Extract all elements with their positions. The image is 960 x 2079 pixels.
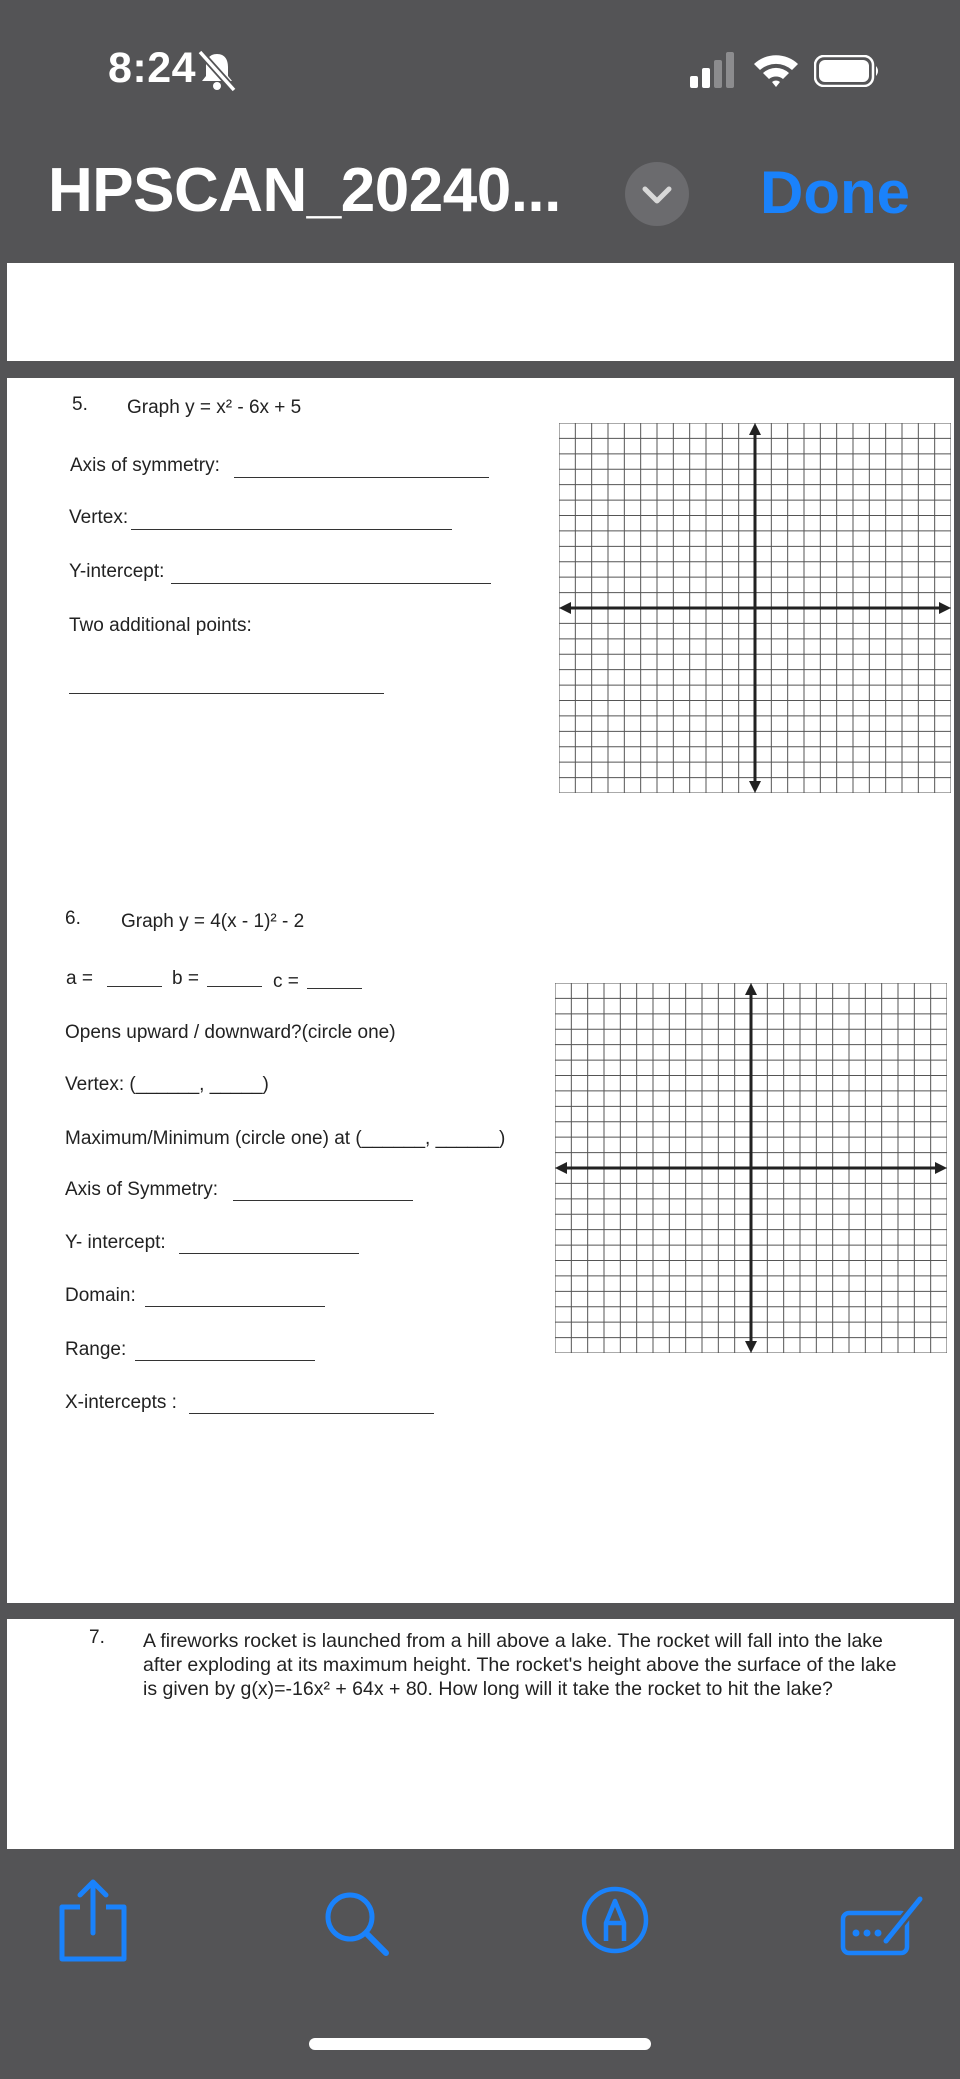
chevron-down-icon: [625, 162, 689, 226]
vertex-label: Vertex: (______, _____): [65, 1074, 269, 1095]
coordinate-grid: [559, 423, 951, 793]
silent-bell-icon: [194, 48, 240, 94]
coefficient-a-label: a =: [66, 968, 93, 989]
problem-7-line: after exploding at its maximum height. The rocket's height above the surface of the lake: [143, 1654, 897, 1676]
problem-7-line: A fireworks rocket is launched from a hill above a lake. The rocket will fall into the lake: [143, 1630, 883, 1652]
axis-arrow: [745, 983, 757, 995]
done-button[interactable]: Done: [760, 159, 910, 226]
axis-of-symmetry-label: Axis of symmetry:: [70, 455, 220, 476]
answer-line: [233, 1200, 413, 1201]
cellular-signal-icon: [690, 52, 736, 88]
problem-7-text: [143, 1629, 896, 1701]
answer-line: [69, 693, 384, 694]
coefficient-c-label: c =: [273, 971, 299, 992]
opens-direction-label: Opens upward / downward?(circle one): [65, 1022, 396, 1043]
wifi-icon: [752, 50, 800, 90]
answer-line: [307, 988, 362, 989]
battery-icon: [814, 55, 880, 87]
title-menu-button[interactable]: [625, 162, 689, 226]
axis-arrow: [749, 781, 761, 793]
axis-arrow: [935, 1162, 947, 1174]
problem-5-number: 5.: [72, 394, 88, 415]
answer-line: [107, 986, 162, 987]
x-intercepts-label: X-intercepts :: [65, 1392, 177, 1413]
status-time: 8:24: [108, 44, 197, 92]
answer-line: [234, 477, 489, 478]
axis-arrow: [559, 602, 571, 614]
problem-6-prompt: Graph y = 4(x - 1)² - 2: [121, 911, 305, 932]
answer-line: [145, 1306, 325, 1307]
status-bar: [0, 0, 960, 140]
range-label: Range:: [65, 1339, 127, 1360]
problem-7-line: is given by g(x)=-16x² + 64x + 80. How long will it take the rocket to hit the lake?: [143, 1678, 833, 1700]
home-indicator: [309, 2038, 651, 2050]
answer-line: [131, 529, 452, 530]
problem-6-number: 6.: [65, 908, 81, 929]
share-icon[interactable]: [56, 1879, 130, 1963]
answer-line: [189, 1413, 434, 1414]
answer-line: [207, 986, 262, 987]
answer-line: [171, 583, 491, 584]
axis-arrow: [555, 1162, 567, 1174]
problem-5-prompt: Graph y = x² - 6x + 5: [127, 397, 302, 418]
markup-icon[interactable]: [580, 1885, 650, 1955]
keyboard-icon[interactable]: [840, 1895, 924, 1957]
answer-line: [135, 1360, 315, 1361]
axis-arrow: [749, 423, 761, 435]
coefficient-b-label: b =: [172, 968, 199, 989]
search-icon[interactable]: [322, 1889, 392, 1959]
y-intercept-label: Y- intercept:: [65, 1232, 166, 1253]
document-page-3: [7, 1619, 954, 1849]
domain-label: Domain:: [65, 1285, 136, 1306]
max-min-label: Maximum/Minimum (circle one) at (______, ______): [65, 1128, 506, 1149]
document-page-2: [7, 378, 954, 1603]
vertex-label: Vertex:: [69, 507, 129, 528]
axis-arrow: [745, 1341, 757, 1353]
problem-7-number: 7.: [89, 1627, 105, 1648]
coordinate-grid: [555, 983, 947, 1353]
document-page-1: [7, 263, 954, 361]
document-title[interactable]: HPSCAN_20240...: [48, 156, 561, 225]
answer-line: [179, 1253, 359, 1254]
axis-arrow: [939, 602, 951, 614]
axis-of-symmetry-label: Axis of Symmetry:: [65, 1179, 219, 1200]
additional-points-label: Two additional points:: [69, 615, 252, 636]
y-intercept-label: Y-intercept:: [69, 561, 165, 582]
